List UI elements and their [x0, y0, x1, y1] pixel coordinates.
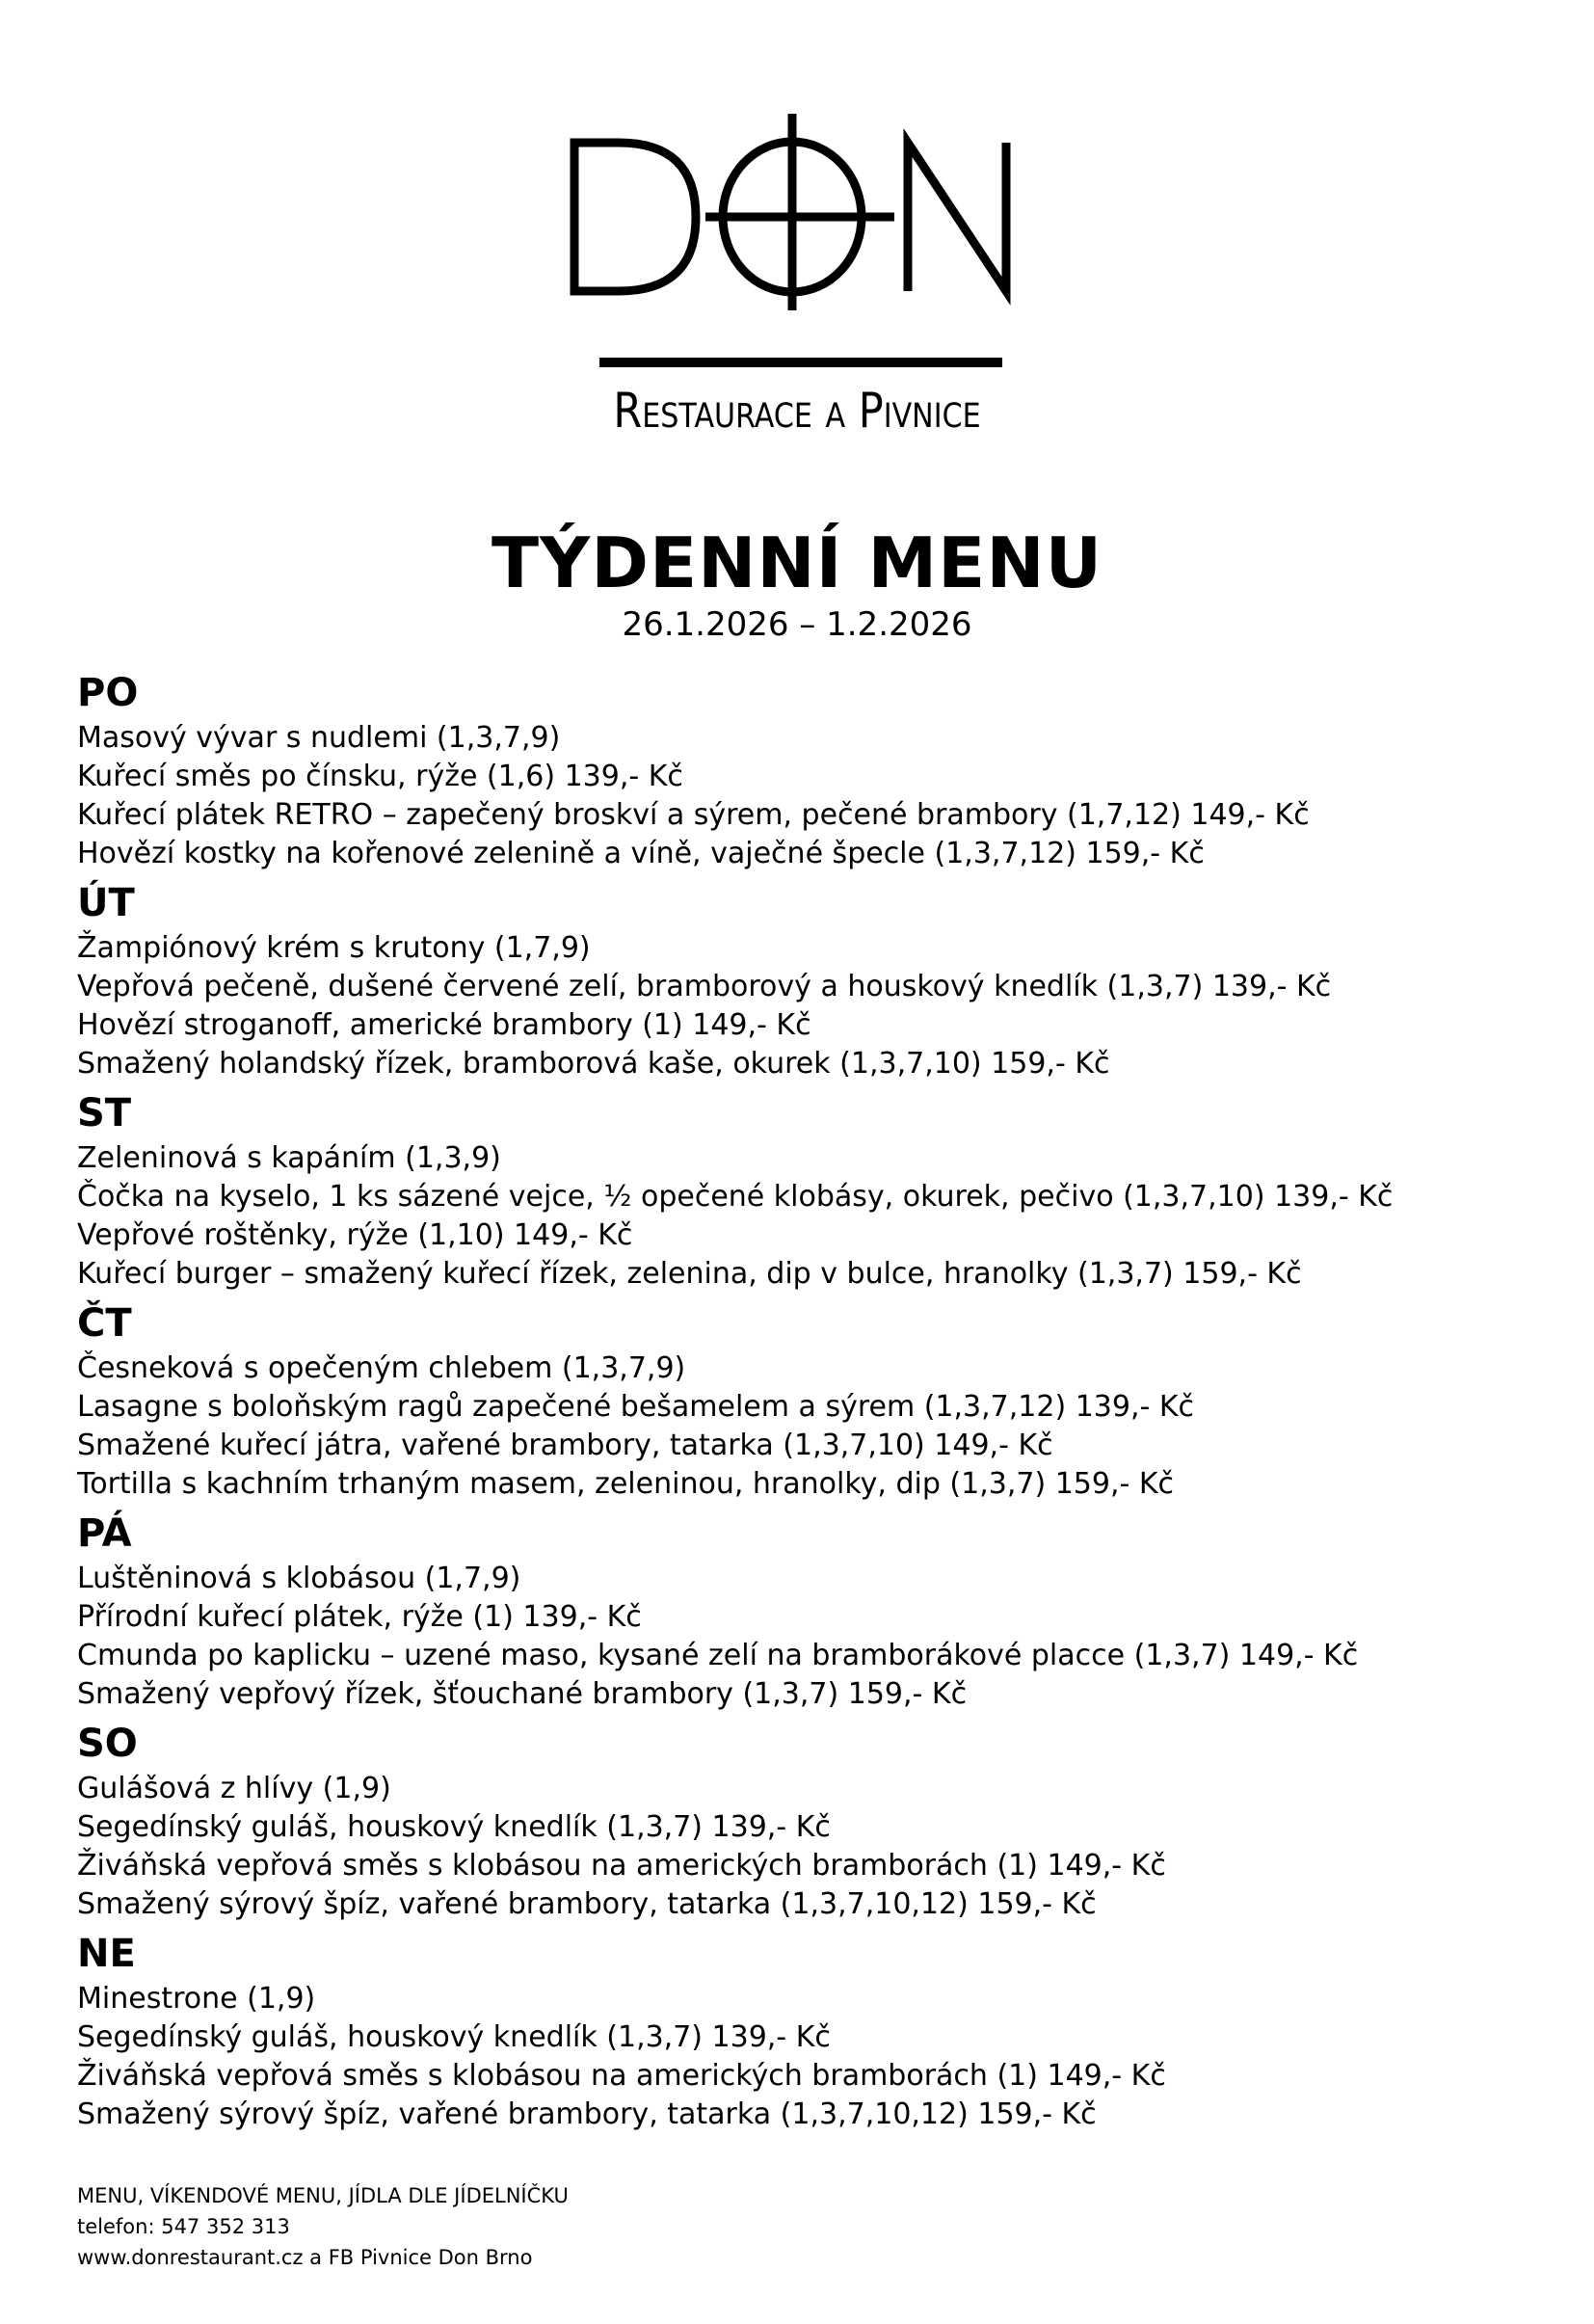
day-saturday — [77, 1718, 1542, 1924]
day-sunday — [77, 1928, 1542, 2134]
menu-title: TÝDENNÍ MENU — [491, 522, 1103, 603]
footer-phone: telefon: 547 352 313 — [77, 2215, 290, 2238]
dish-item: Hovězí stroganoff, americké brambory (1) 149,- Kč — [77, 1008, 811, 1042]
day-title: ČT — [77, 1301, 132, 1346]
dish-item: Lasagne s boloňským ragů zapečené bešamelem a sýrem (1,3,7,12) 139,- Kč — [77, 1390, 1195, 1424]
dish-item: Hovězí kostky na kořenové zelenině a víně, vaječné špecle (1,3,7,12) 159,- Kč — [77, 837, 1205, 870]
day-title: NE — [77, 1932, 136, 1976]
dish-item: Živáňská vepřová směs s klobásou na amerických bramborách (1) 149,- Kč — [77, 1849, 1166, 1883]
day-title: PO — [77, 671, 139, 715]
dish-item: Smažený vepřový řízek, šťouchané brambory (1,3,7) 159,- Kč — [77, 1677, 968, 1711]
day-title: PÁ — [77, 1511, 132, 1556]
day-title: SO — [77, 1722, 138, 1766]
dish-item: Cmunda po kaplicku – uzené maso, kysané zelí na bramborákové placce (1,3,7) 149,- Kč — [77, 1639, 1359, 1672]
dish-item: Zeleninová s kapáním (1,3,9) — [77, 1141, 501, 1175]
weekly-menu — [77, 667, 1542, 2138]
day-title: ÚT — [77, 881, 135, 925]
dish-item: Smažený holandský řízek, bramborová kaše, okurek (1,3,7,10) 159,- Kč — [77, 1047, 1110, 1081]
dish-item: Vepřová pečeně, dušené červené zelí, bramborový a houskový knedlík (1,3,7) 139,- Kč — [77, 970, 1332, 1003]
footer-website: www.donrestaurant.cz a FB Pivnice Don Brno — [77, 2246, 533, 2269]
dish-item: Segedínský guláš, houskový knedlík (1,3,7) 139,- Kč — [77, 2020, 831, 2054]
dish-item: Luštěninová s klobásou (1,7,9) — [77, 1562, 521, 1595]
dish-item: Česneková s opečeným chlebem (1,3,7,9) — [77, 1351, 686, 1385]
day-tuesday — [77, 877, 1542, 1083]
dish-item: Smažené kuřecí játra, vařené brambory, tatarka (1,3,7,10) 149,- Kč — [77, 1429, 1053, 1462]
dish-item: Vepřové roštěnky, rýže (1,10) 149,- Kč — [77, 1218, 633, 1252]
dish-item: Gulášová z hlívy (1,9) — [77, 1772, 391, 1805]
dish-item: Masový vývar s nudlemi (1,3,7,9) — [77, 721, 561, 755]
day-monday — [77, 667, 1542, 873]
day-wednesday — [77, 1087, 1542, 1294]
dish-item: Minestrone (1,9) — [77, 1982, 316, 2016]
footer-note: MENU, VÍKENDOVÉ MENU, JÍDLA DLE JÍDELNÍČKU — [77, 2184, 569, 2207]
restaurant-logo — [0, 0, 1594, 453]
dish-item: Kuřecí burger – smažený kuřecí řízek, zelenina, dip v bulce, hranolky (1,3,7) 159,- Kč — [77, 1257, 1302, 1291]
day-thursday — [77, 1297, 1542, 1504]
dish-item: Kuřecí plátek RETRO – zapečený broskví a sýrem, pečené brambory (1,7,12) 149,- Kč — [77, 798, 1310, 832]
dish-item: Smažený sýrový špíz, vařené brambory, tatarka (1,3,7,10,12) 159,- Kč — [77, 1887, 1097, 1921]
date-range: 26.1.2026 – 1.2.2026 — [622, 605, 972, 644]
dish-item: Živáňská vepřová směs s klobásou na amerických bramborách (1) 149,- Kč — [77, 2059, 1166, 2093]
dish-item: Žampiónový krém s krutony (1,7,9) — [77, 931, 591, 965]
dish-item: Segedínský guláš, houskový knedlík (1,3,7) 139,- Kč — [77, 1810, 831, 1844]
dish-item: Kuřecí směs po čínsku, rýže (1,6) 139,- Kč — [77, 760, 683, 793]
day-friday — [77, 1508, 1542, 1714]
day-title: ST — [77, 1091, 132, 1135]
dish-item: Smažený sýrový špíz, vařené brambory, tatarka (1,3,7,10,12) 159,- Kč — [77, 2097, 1097, 2131]
footer — [77, 2180, 569, 2273]
dish-item: Tortilla s kachním trhaným masem, zeleninou, hranolky, dip (1,3,7) 159,- Kč — [77, 1467, 1175, 1501]
logo-subtitle: Restaurace a Pivnice — [613, 383, 981, 439]
don-wordmark-logo — [561, 106, 1023, 318]
dish-item: Přírodní kuřecí plátek, rýže (1) 139,- Kč — [77, 1600, 642, 1634]
dish-item: Čočka na kyselo, 1 ks sázené vejce, ½ opečené klobásy, okurek, pečivo (1,3,7,10) 139,- Kč — [77, 1180, 1394, 1214]
logo-divider — [599, 358, 1002, 367]
